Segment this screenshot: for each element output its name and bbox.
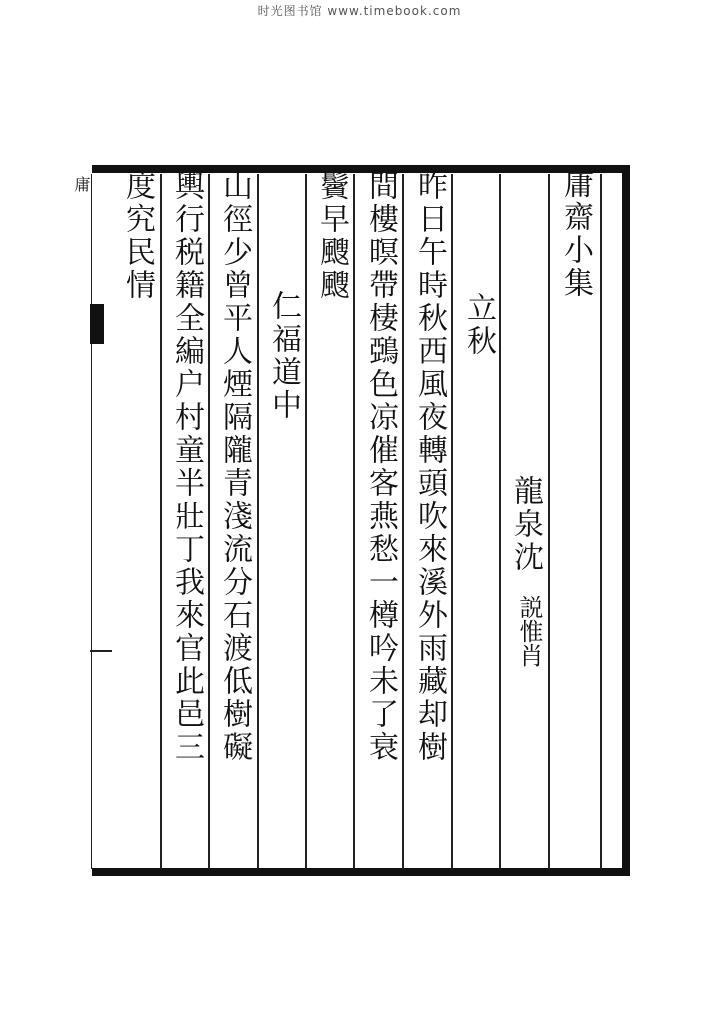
column-rule: [548, 174, 550, 869]
column-rule: [451, 174, 453, 869]
poem-line: 輿行税籍全編户村童半壯丁我來官此邑三: [169, 170, 204, 764]
margin-label: 庸: [72, 176, 91, 192]
poem-line: 山徑少曾平人煙隔隴青淺流分石渡低樹礙: [217, 170, 252, 764]
author-courtesy: 説惟肖: [515, 595, 543, 667]
column-rule: [402, 174, 404, 869]
column-rule: [499, 174, 501, 869]
margin-tick: [90, 650, 112, 652]
poem-title: 仁福道中: [266, 290, 301, 422]
poem-line: 間樓暝帶棲鵶色凉催客燕愁一樽吟未了衰: [363, 170, 398, 764]
spine-mark: [90, 304, 104, 344]
column-rule: [600, 174, 602, 869]
watermark: 时光图书馆 www.timebook.com: [257, 4, 462, 18]
poem-line: 昨日午時秋西風夜轉頭吹來溪外雨藏却樹: [412, 170, 447, 764]
frame-left-line: [91, 174, 92, 869]
column-rule: [257, 174, 259, 869]
poem-line: 度究民情: [120, 170, 155, 302]
book-title: 庸齋小集: [558, 168, 593, 300]
poem-line: 鬢早颼颼: [314, 170, 349, 302]
poem-title: 立秋: [461, 292, 496, 358]
author-name: 龍泉沈: [508, 475, 543, 574]
column-rule: [353, 174, 355, 869]
column-rule: [305, 174, 307, 869]
column-rule: [208, 174, 210, 869]
column-rule: [160, 174, 162, 869]
